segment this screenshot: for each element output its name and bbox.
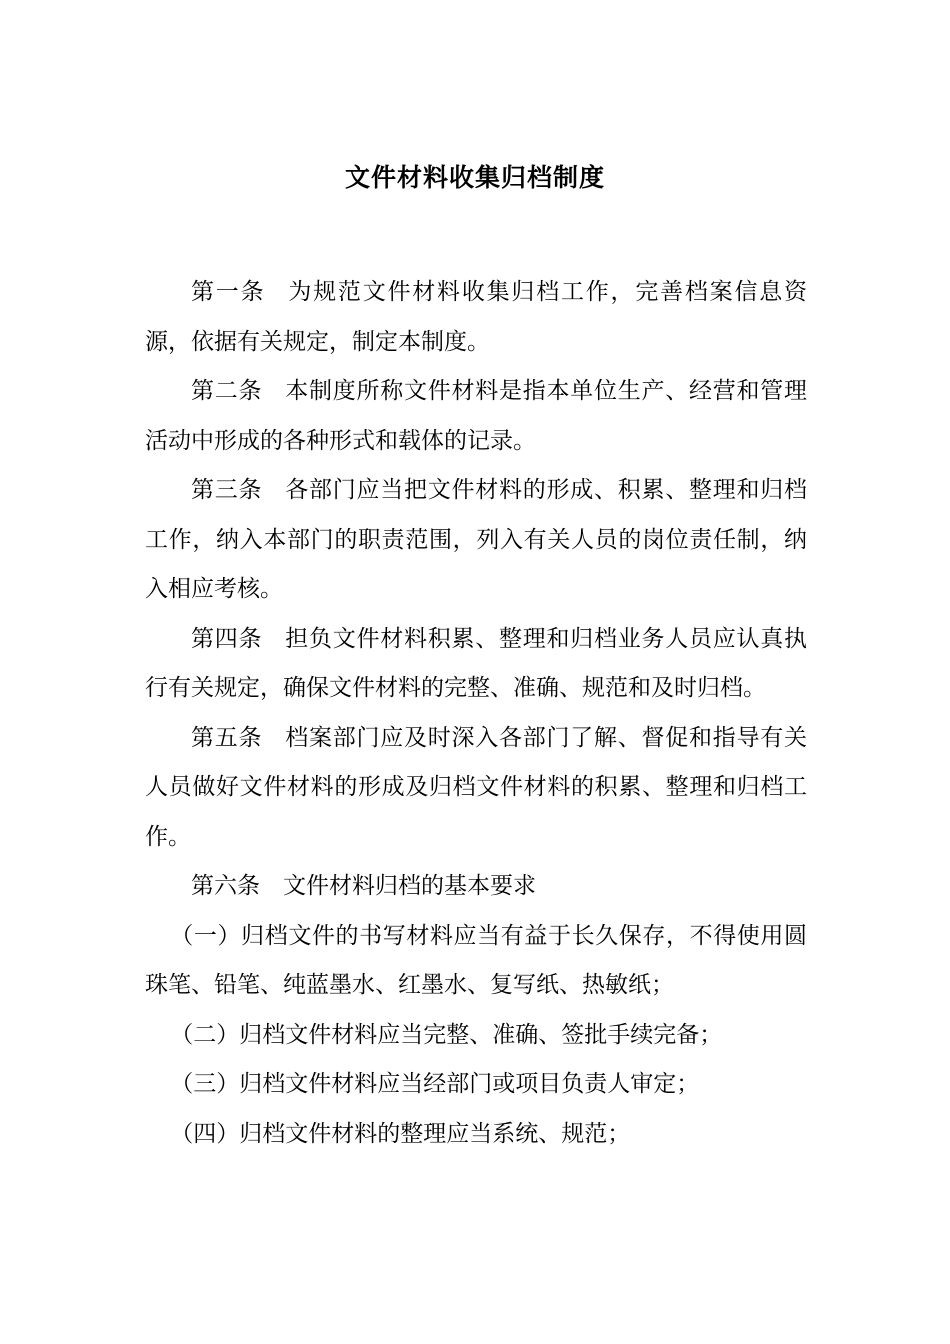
article-6 [145, 862, 807, 912]
requirement-item-2: （二）归档文件材料应当完整、准确、签批手续完备； [170, 1021, 723, 1048]
article-label: 第三条 [191, 477, 263, 503]
requirement-item-4: （四）归档文件材料的整理应当系统、规范； [170, 1120, 631, 1147]
article-text: 各部门应当把文件材料的形成、积累、整理和归档工作，纳入本部门的职责范围，列入有关人员的岗位责任制，纳入相应考核。 [145, 477, 807, 602]
article-label: 第四条 [191, 625, 263, 652]
requirement-item-3: （三）归档文件材料应当经部门或项目负责人审定； [170, 1071, 700, 1097]
article-text: 为规范文件材料收集归档工作，完善档案信息资源，依据有关规定，制定本制度。 [145, 279, 808, 355]
article-label: 第一条 [191, 279, 266, 305]
document-body [145, 268, 807, 1159]
article-text: 本制度所称文件材料是指本单位生产、经营和管理活动中形成的各种形式和载体的记录。 [145, 378, 807, 454]
article-2 [145, 367, 807, 466]
document-title: 文件材料收集归档制度 [344, 163, 605, 192]
article-1 [145, 268, 807, 367]
article-5 [145, 714, 807, 863]
article-label: 第六条 [191, 873, 260, 899]
article-label: 第五条 [191, 724, 263, 751]
requirement-item-1: （一）归档文件的书写材料应当有益于长久保存，不得使用圆珠笔、铅笔、纯蓝墨水、红墨水、复写纸、热敏纸； [145, 922, 807, 998]
article-label: 第二条 [191, 378, 263, 404]
article-4 [145, 615, 807, 714]
article-text: 文件材料归档的基本要求 [283, 873, 536, 899]
article-3 [145, 466, 807, 615]
article-text: 档案部门应及时深入各部门了解、督促和指导有关人员做好文件材料的形成及归档文件材料的积累、整理和归档工作。 [145, 724, 807, 850]
article-text: 担负文件材料积累、整理和归档业务人员应认真执行有关规定，确保文件材料的完整、准确、规范和及时归档。 [145, 625, 807, 701]
